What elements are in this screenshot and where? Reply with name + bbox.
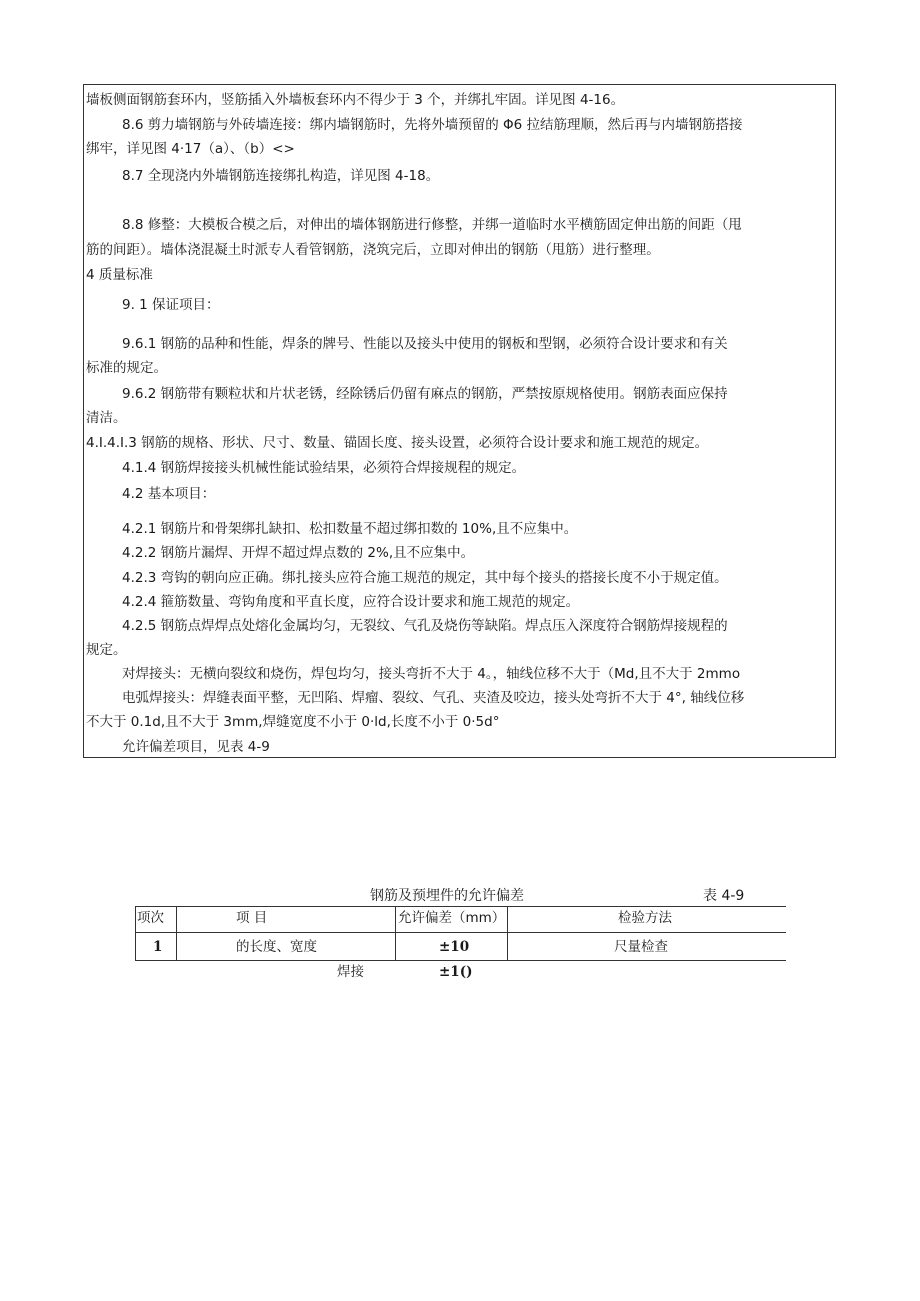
table-header-index: 项次	[137, 910, 164, 926]
heading-guarantee-items: 9. 1 保证项目：	[122, 297, 220, 313]
table-cell-tolerance: ±10	[439, 939, 470, 955]
table-cell-weld-tolerance: ±1()	[439, 964, 473, 980]
paragraph-8-7: 8.7 全现浇内外墙钢筋连接绑扎构造，详见图 4-18。	[122, 168, 440, 184]
paragraph-4-2-5: 4.2.5 钢筋点焊焊点处熔化金属均匀，无裂纹、气孔及烧伤等缺陷。焊点压入深度符合钢筋焊接规程的	[122, 618, 728, 634]
paragraph-4-2-3: 4.2.3 弯钩的朝向应正确。绑扎接头应符合施工规范的规定，其中每个接头的搭接长度不小于规定值。	[122, 570, 728, 586]
paragraph-8-8: 8.8 修整：大模板合模之后，对伸出的墙体钢筋进行修整，并绑一道临时水平横筋固定伸出筋的间距（甩	[122, 217, 742, 233]
paragraph-4-2-1: 4.2.1 钢筋片和骨架绑扎缺扣、松扣数量不超过绑扣数的 10%,且不应集中。	[122, 521, 578, 537]
table-header-tolerance: 允许偏差（mm）	[398, 910, 506, 926]
table-header-item: 项 目	[236, 910, 268, 926]
paragraph-4-2-2: 4.2.2 钢筋片漏焊、开焊不超过焊点数的 2%,且不应集中。	[122, 545, 475, 561]
paragraph-8-6: 8.6 剪力墙钢筋与外砖墙连接：绑内墙钢筋时，先将外墙预留的 Φ6 拉结筋理顺，然后再与内墙钢筋搭接	[122, 117, 743, 133]
paragraph-butt-weld: 对焊接头：无横向裂纹和烧伤，焊包均匀，接头弯折不大于 4。，轴线位移不大于（Md,且不大于 2mmo	[122, 666, 741, 682]
paragraph-9-6-2: 9.6.2 钢筋带有颗粒状和片状老锈，经除锈后仍留有麻点的钢筋，严禁按原规格使用。钢筋表面应保持	[122, 386, 728, 402]
table-header-method: 检验方法	[618, 910, 672, 926]
paragraph-wall-panel: 墙板侧面钢筋套环内，竖筋插入外墙板套环内不得少于 3 个，并绑扎牢固。详见图 4-16。	[86, 92, 625, 108]
table-col-divider	[395, 906, 396, 960]
table-col-divider	[507, 906, 508, 960]
table-rule-top	[135, 906, 786, 907]
paragraph-arc-weld: 电弧焊接头：焊缝表面平整，无凹陷、焊瘤、裂纹、气孔、夹渣及咬边，接头处弯折不大于 4°, 轴线位移	[122, 690, 745, 706]
table-number: 表 4-9	[703, 888, 745, 904]
paragraph-4-2-5-cont: 规定。	[86, 642, 127, 658]
paragraph-9-6-1: 9.6.1 钢筋的品种和性能，焊条的牌号、性能以及接头中使用的钢板和型钢，必须符合设计要求和有关	[122, 336, 728, 352]
section-heading-quality: 4 质量标准	[86, 267, 153, 283]
table-cell-index: 1	[153, 939, 163, 955]
table-col-divider	[176, 906, 177, 960]
heading-basic-items: 4.2 基本项目：	[122, 486, 216, 502]
paragraph-9-6-2-cont: 清洁。	[86, 410, 127, 426]
paragraph-9-6-1-cont: 标准的规定。	[86, 360, 167, 376]
paragraph-8-8-cont: 筋的间距）。墙体浇混凝土时派专人看管钢筋，浇筑完后，立即对伸出的钢筋（甩筋）进行整理。	[86, 242, 660, 258]
table-border-left	[135, 906, 136, 960]
paragraph-8-6-cont: 绑牢，详见图 4·17（a）、（b）<>	[86, 141, 295, 157]
paragraph-4-1-3: 4.I.4.I.3 钢筋的规格、形状、尺寸、数量、锚固长度、接头设置，必须符合设计要求和施工规范的规定。	[86, 435, 709, 451]
table-rule-header	[135, 932, 786, 933]
table-cell-item: 的长度、宽度	[236, 939, 317, 955]
table-cell-method: 尺量检查	[614, 939, 668, 955]
paragraph-4-1-4: 4.1.4 钢筋焊接接头机械性能试验结果，必须符合焊接规程的规定。	[122, 460, 526, 476]
paragraph-deviation-ref: 允许偏差项目，见表 4-9	[122, 739, 270, 755]
table-cell-weld-item: 焊接	[337, 964, 364, 980]
table-rule-row1	[135, 960, 786, 961]
table-title: 钢筋及预埋件的允许偏差	[370, 888, 524, 904]
paragraph-arc-weld-cont: 不大于 0.1d,且不大于 3mm,焊缝宽度不小于 0·ld,长度不小于 0·5d°	[86, 714, 500, 730]
paragraph-4-2-4: 4.2.4 箍筋数量、弯钩角度和平直长度，应符合设计要求和施工规范的规定。	[122, 594, 580, 610]
